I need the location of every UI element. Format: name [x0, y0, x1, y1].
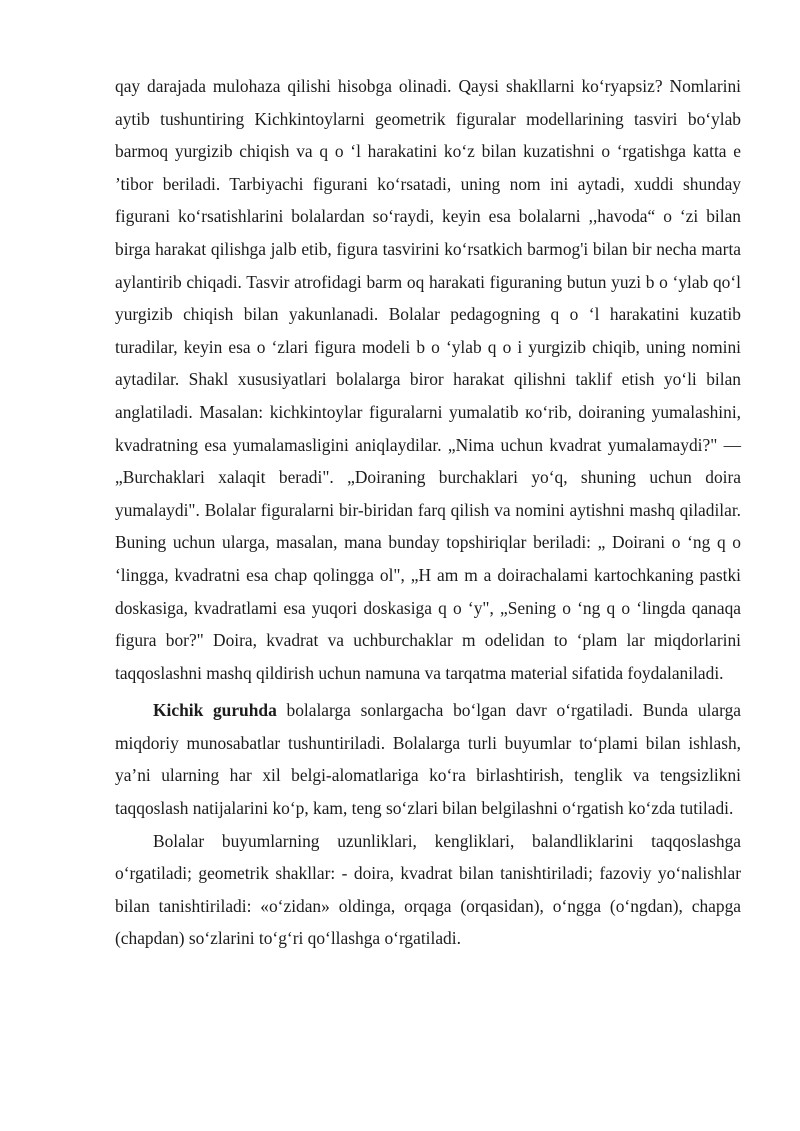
paragraph-2-bold-lead: Kichik guruhda	[153, 700, 277, 721]
body-paragraph-2	[115, 694, 741, 824]
body-paragraph-1	[115, 70, 741, 689]
body-paragraph-3	[115, 825, 741, 955]
document-page	[115, 70, 741, 955]
paragraph-2-text: bolalarga sonlargacha bo‘lgan davr o‘rgatiladi. Bunda ularga miqdoriy munosabatlar tushuntiriladi. Bolalarga turli buyumlar to‘plami bilan ishlash, ya’ni ularning har xil belgi-alomatlariga ko‘ra birlashtirish, tenglik va tengsizlikni taqqoslash natijalarini ko‘p, kam, teng so‘zlari bilan belgilashni o‘rgatish ko‘zda tutiladi.	[115, 700, 741, 819]
paragraph-1-text: qay darajada mulohaza qilishi hisobga olinadi. Qaysi shakllarni ko‘ryapsiz? Nomlarini aytib tushuntiring Kichkintoylarni geometrik figuralar modellarining tasviri bo‘ylab barmoq yurgizib chiqish va q o ‘l harakatini ko‘z bilan kuzatishni o ‘rgatishga katta e ’tibor beriladi. Tarbiyachi figurani ko‘rsatadi, uning nom ini aytadi, xuddi shunday figurani ko‘rsatishlarini bolalardan so‘raydi, keyin esa bolalarni ,,havoda“ o ‘zi bilan birga harakat qilishga jalb etib, figura tasvirini ko‘rsatkich barmog'i bilan bir necha marta aylantirib chiqadi. Tasvir atrofidagi barm oq harakati figuraning butun yuzi b o ‘ylab qo‘l yurgizib chiqish bilan yakunlanadi. Bolalar pedagogning q o ‘l harakatini kuzatib turadilar, keyin esa o ‘zlari figura modeli b o ‘ylab q o i yurgizib chiqib, uning nomini aytadilar. Shakl xususiyatlari bolalarga biror harakat qilishni taklif etish yo‘li bilan anglatiladi. Masalan: kichkintoylar figuralarni yumalatib кo‘rib, doiraning yumalashini, kvadratning esa yumalamasligini aniqlaydilar. „Nima uchun kvadrat yumalamaydi?" — „Burchaklari xalaqit beradi". „Doiraning burchaklari yo‘q, shuning uchun doira yumalaydi". Bolalar figuralarni bir-biridan farq qilish va nomini aytishni mashq qiladilar. Buning uchun ularga, masalan, mana bunday topshiriqlar beriladi: „ Doirani o ‘ng q o ‘lingga, kvadratni esa chap qolingga ol", „H am m a doirachalami kartochkaning pastki doskasiga, kvadratlami esa yuqori doskasiga q o ‘y", „Sening o ‘ng q o ‘lingda qanaqa figura bor?" Doira, kvadrat va uchburchaklar m odelidan to ‘plam lar miqdorlarini taqqoslashni mashq qildirish uchun namuna va tarqatma material sifatida foydalaniladi.	[115, 76, 741, 683]
paragraph-3-text: Bolalar buyumlarning uzunliklari, kengliklari, balandliklarini taqqoslashga o‘rgatiladi; geometrik shakllar: - doira, kvadrat bilan tanishtiriladi; fazoviy yo‘nalishlar bilan tanishtiriladi: «o‘zidan» oldinga, orqaga (orqasidan), o‘ngga (o‘ngdan), chapga (chapdan) so‘zlarini to‘g‘ri qo‘llashga o‘rgatiladi.	[115, 830, 741, 949]
